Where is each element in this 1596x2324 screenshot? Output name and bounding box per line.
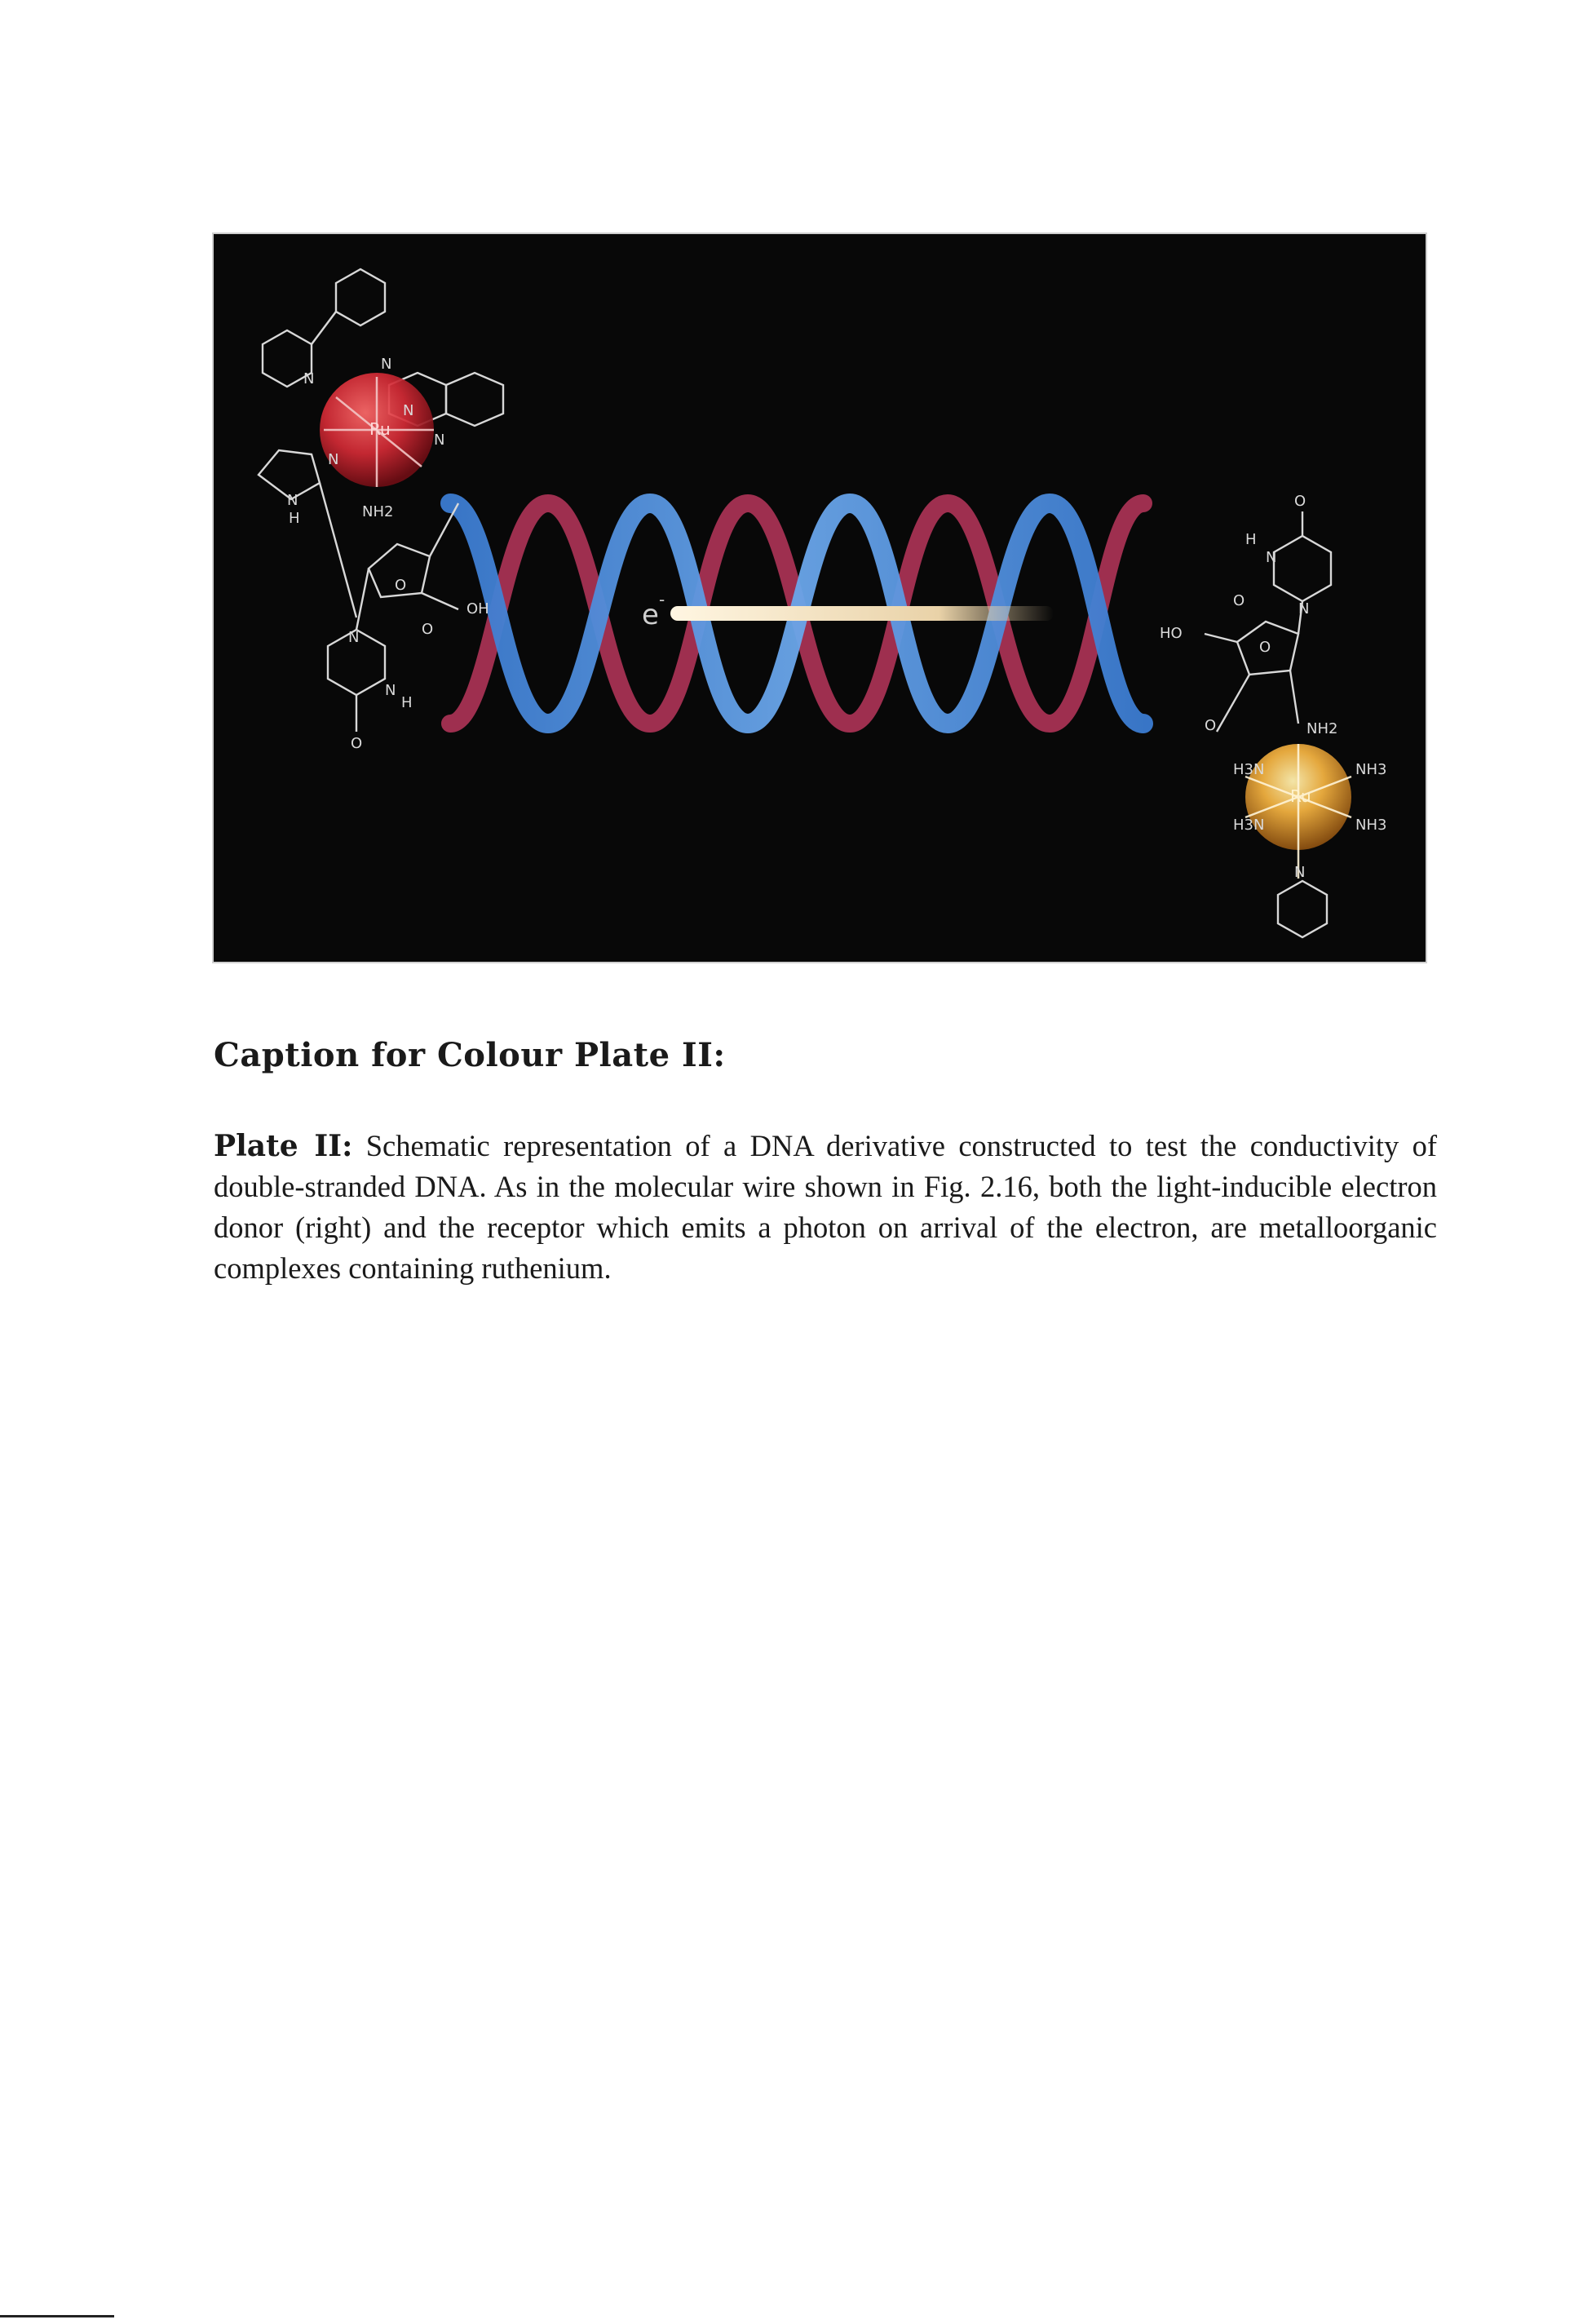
- caption-paragraph: [214, 1126, 1437, 1289]
- svg-text:N: N: [328, 451, 339, 468]
- svg-text:O: O: [1205, 717, 1217, 734]
- electron-charge: -: [659, 590, 665, 609]
- svg-text:H: H: [1245, 531, 1257, 548]
- svg-text:H: H: [289, 510, 300, 527]
- svg-text:O: O: [351, 735, 363, 752]
- svg-text:N: N: [287, 492, 298, 509]
- svg-text:NH3: NH3: [1355, 817, 1387, 834]
- colour-plate-figure: [212, 232, 1427, 963]
- svg-text:N: N: [1298, 600, 1310, 618]
- dna-schematic: [214, 234, 1426, 962]
- svg-text:O: O: [1294, 493, 1306, 510]
- caption-heading: Caption for Colour Plate II:: [214, 1036, 726, 1074]
- svg-text:N: N: [403, 402, 414, 419]
- electron-wire: [670, 606, 1054, 621]
- svg-text:O: O: [1259, 639, 1271, 656]
- svg-text:N: N: [434, 432, 445, 449]
- svg-text:HO: HO: [1160, 625, 1183, 642]
- bipyridyl-ring-2: [336, 269, 385, 325]
- svg-text:OH: OH: [466, 600, 489, 618]
- svg-text:H3N: H3N: [1233, 761, 1265, 778]
- svg-text:O: O: [395, 577, 407, 594]
- plate-label: Plate II:: [214, 1129, 353, 1163]
- svg-text:N: N: [303, 370, 315, 387]
- svg-text:N: N: [1294, 864, 1306, 881]
- uracil-ring-right: [1274, 536, 1331, 601]
- svg-text:Ru: Ru: [1290, 786, 1311, 806]
- svg-text:N: N: [1266, 549, 1277, 566]
- footer-rule: [0, 2315, 114, 2317]
- svg-text:O: O: [1233, 592, 1245, 609]
- svg-text:NH2: NH2: [1306, 720, 1338, 737]
- svg-text:NH3: NH3: [1355, 761, 1387, 778]
- pyridine-ring: [1278, 881, 1327, 937]
- svg-text:N: N: [381, 356, 392, 373]
- svg-text:H: H: [401, 694, 413, 711]
- svg-text:H3N: H3N: [1233, 817, 1265, 834]
- svg-text:O: O: [422, 621, 434, 638]
- electron-label: e: [642, 599, 659, 631]
- phenanthroline-ring-2: [446, 373, 503, 426]
- caption-text: Schematic representation of a DNA derivative constructed to test the conductivity of double-stranded DNA. As in the molecular wire shown in Fig. 2.16, both the light-inducible electron donor (right) and the receptor which emits a photon on arrival of the electron, are metalloorganic complexes containing ruthenium.: [214, 1129, 1437, 1285]
- svg-text:Ru: Ru: [369, 419, 391, 439]
- svg-text:N: N: [348, 629, 360, 646]
- svg-text:N: N: [385, 682, 396, 699]
- svg-text:NH2: NH2: [362, 503, 394, 520]
